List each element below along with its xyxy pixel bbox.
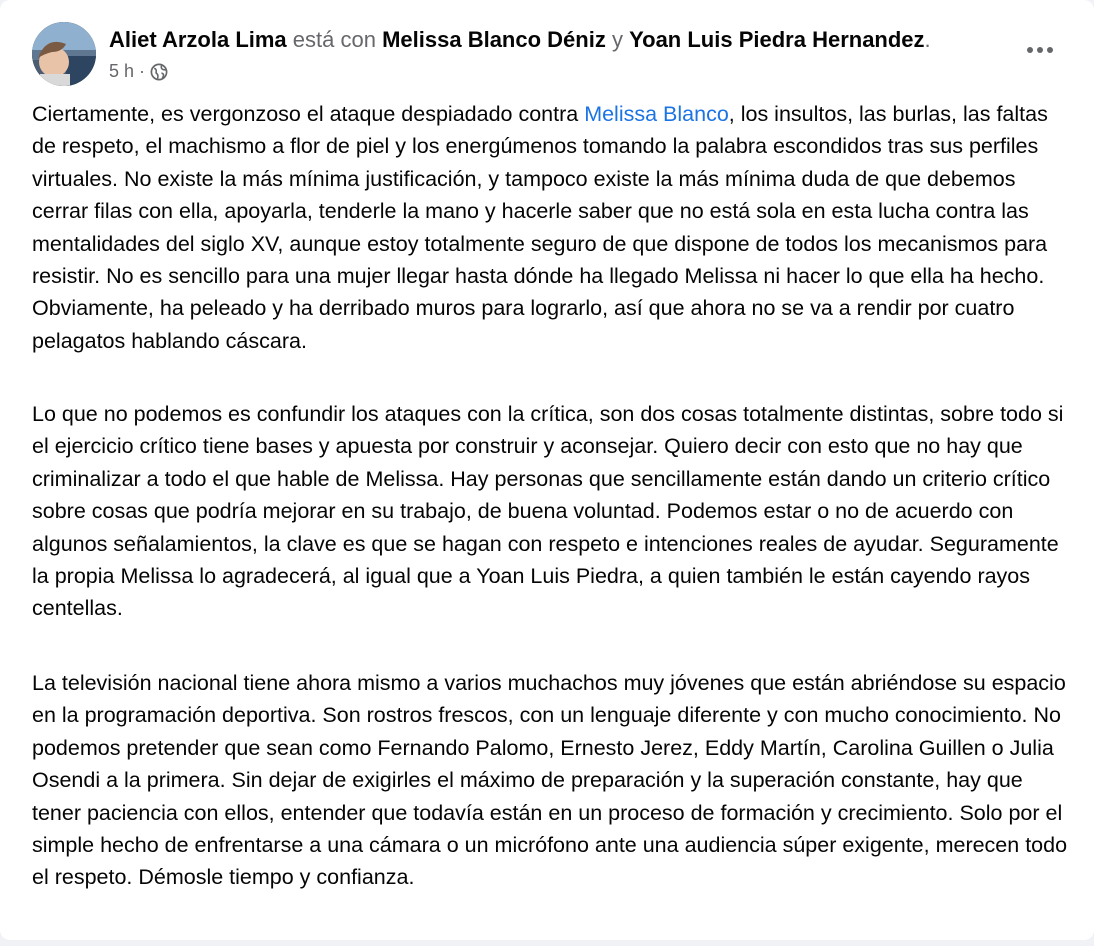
paragraph-1 [32,98,1068,357]
author-name[interactable]: Aliet Arzola Lima [109,27,287,52]
author-avatar[interactable] [32,22,96,86]
paragraph-1-text-rest: , los insultos, las burlas, las faltas de respeto, el machismo a flor de piel y los energúmenos tomando la palabra escondidos tras sus perfiles virtuales. No existe la más mínima justificación, y tampoco existe la más mínima duda de que debemos cerrar filas con ella, apoyarla, tenderle la mano y hacerle saber que no está sola en esta lucha contra las mentalidades del siglo XV, aunque estoy totalmente seguro de que dispone de todos los mecanismos para resistir. No es sencillo para una mujer llegar hasta dónde ha llegado Melissa ni hacer lo que ella ha hecho. Obviamente, ha peleado y ha derribado muros para lograrlo, así que ahora no se va a rendir por cuatro pelagatos hablando cáscara. [32,102,1048,353]
mention-melissa-blanco[interactable]: Melissa Blanco [584,102,729,126]
tagged-user-2[interactable]: Yoan Luis Piedra Hernandez [629,27,925,52]
post-time[interactable]: 5 h [109,61,135,81]
paragraph-2: Lo que no podemos es confundir los ataques con la crítica, son dos cosas totalmente distintas, sobre todo si el ejercicio crítico tiene bases y apuesta por construir y aconsejar. Quiero decir con esto que no hay que criminalizar a todo el que hable de Melissa. Hay personas que sencillamente están dando un criterio crítico sobre cosas que podría mejorar en su trabajo, de buena voluntad. Podemos estar o no de acuerdo con algunos señalamientos, la clave es que se hagan con respeto e intenciones reales de ayudar. Seguramente la propia Melissa lo agradecerá, al igual que a Yoan Luis Piedra, a quien también le están cayendo rayos centellas. [32,402,1064,621]
post-meta [109,58,168,84]
paragraph-3: La televisión nacional tiene ahora mismo a varios muchachos muy jóvenes que están abriéndose su espacio en la programación deportiva. Son rostros frescos, con un lenguaje diferente y con mucho conocimiento. No podemos pretender que sean como Fernando Palomo, Ernesto Jerez, Eddy Martín, Carolina Guillen o Julia Osendi a la primera. Sin dejar de exigirles el máximo de preparación y la superación constante, hay que tener paciencia con ellos, entender que todavía están en un proceso de formación y crecimiento. Solo por el simple hecho de enfrentarse a una cámara o un micrófono ante una audiencia súper exigente, merecen todo el respeto. Démosle tiempo y confianza. [32,671,1068,890]
meta-separator: · [139,61,146,81]
more-options-button[interactable] [1018,30,1062,70]
more-dots-icon [1026,46,1054,54]
and-text: y [611,27,623,52]
with-text: está con [292,27,376,52]
avatar-photo-icon [32,22,96,86]
paragraph-1-text: Ciertamente, es vergonzoso el ataque despiadado contra [32,102,585,126]
tagged-user-1[interactable]: Melissa Blanco Déniz [382,27,606,52]
header-period: . [924,27,931,52]
post-header [109,25,1009,55]
globe-icon[interactable] [150,62,168,80]
